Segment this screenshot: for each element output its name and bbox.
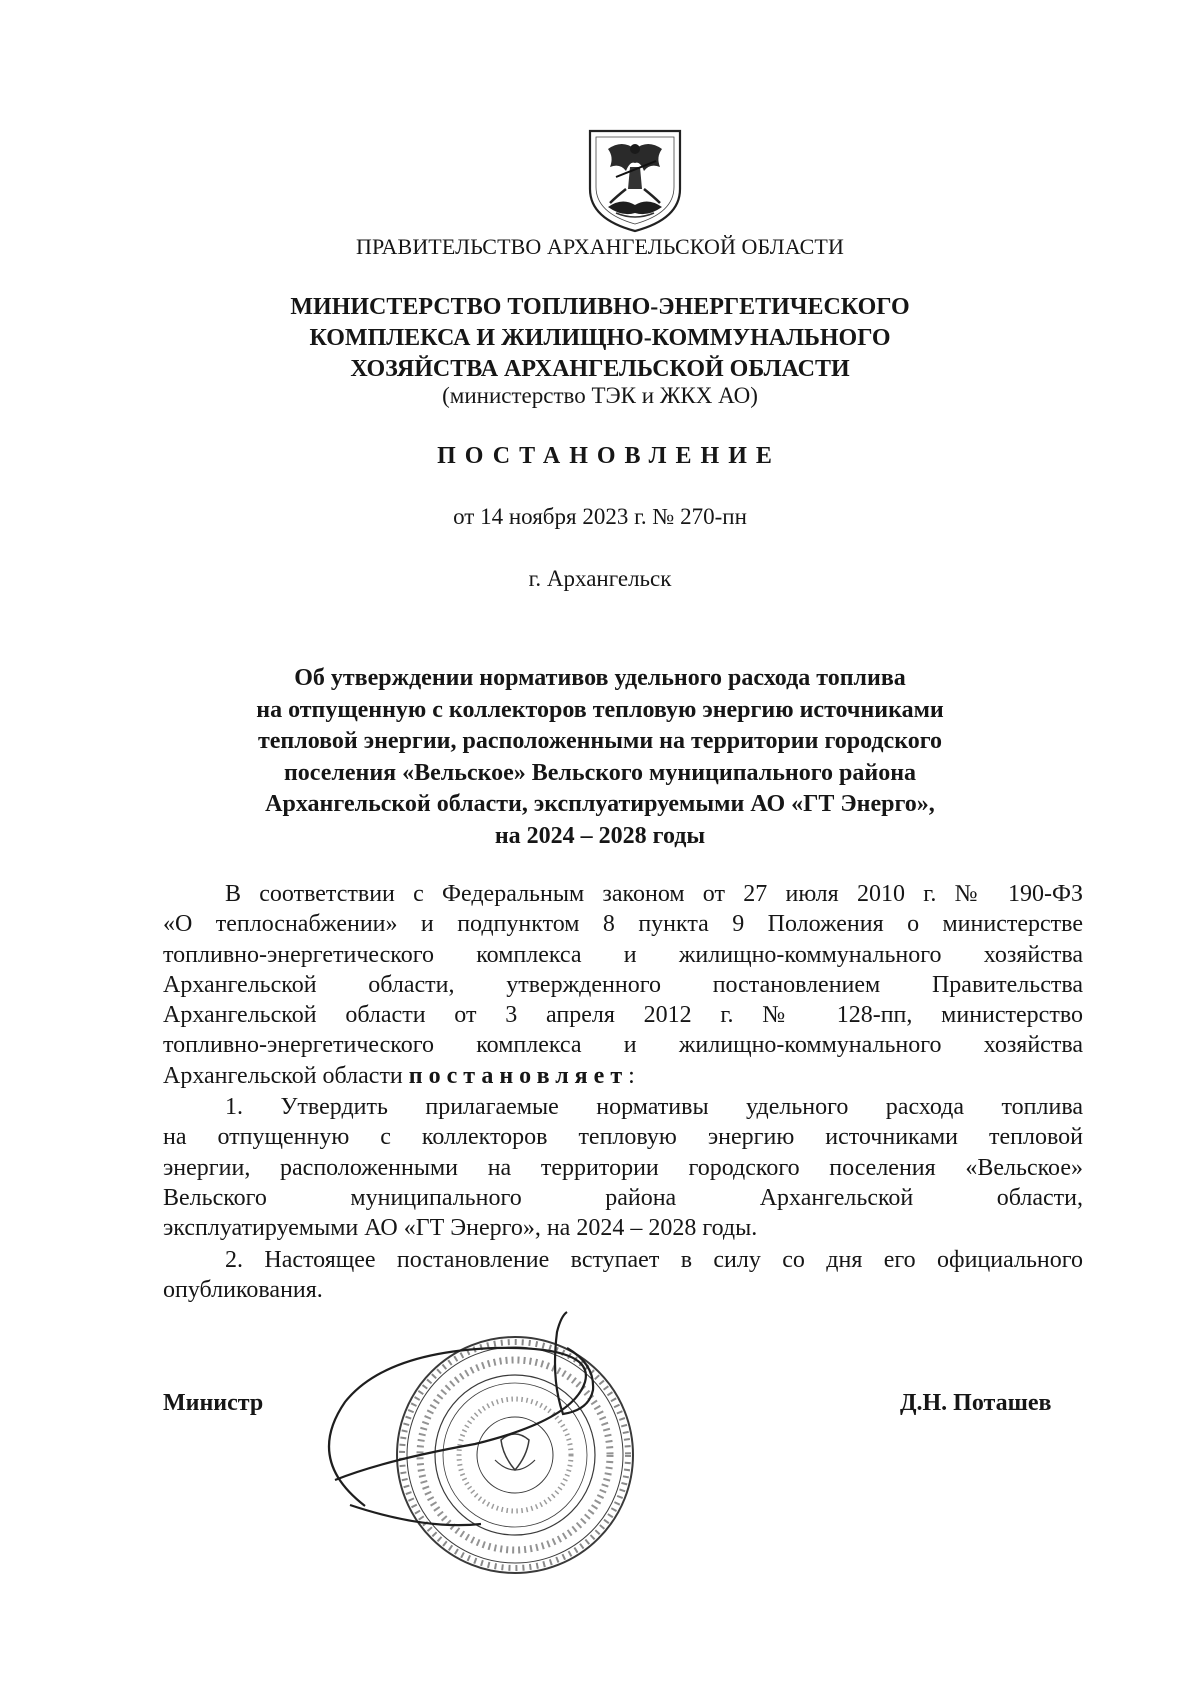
paragraph-line: Архангельской области от 3 апреля 2012 г. № 128-пп, министерство [163, 1002, 1083, 1029]
preamble-last-text: Архангельской области [163, 1062, 403, 1089]
paragraph-line: Вельского муниципального района Архангельской области, [163, 1184, 1083, 1211]
paragraph-line: на отпущенную с коллекторов тепловую энергию источниками тепловой [163, 1124, 1083, 1151]
paragraph-line: «О теплоснабжении» и подпунктом 8 пункта 9 Положения о министерстве [163, 911, 1083, 938]
document-subject [0, 663, 1200, 852]
item-2-paragraph [163, 1245, 1083, 1306]
document-date-number: от 14 ноября 2023 г. № 270-пн [453, 504, 747, 529]
document-type-title: ПОСТАНОВЛЕНИЕ [437, 443, 781, 469]
ministry-short-name: (министерство ТЭК и ЖКХ АО) [442, 383, 758, 408]
preamble-paragraph [163, 879, 1083, 1091]
subject-line: Об утверждении нормативов удельного расхода топлива [294, 665, 906, 691]
paragraph-line: эксплуатируемыми АО «ГТ Энерго», на 2024 – 2028 годы. [163, 1215, 758, 1242]
subject-line: на 2024 – 2028 годы [494, 822, 706, 849]
signatory-name: Д.Н. Поташев [900, 1390, 1052, 1416]
resolves-word: постановляет [408, 1062, 629, 1089]
paragraph-line: энергии, расположенными на территории городского поселения «Вельское» [163, 1154, 1083, 1181]
ministry-name [0, 292, 1200, 385]
paragraph-line: топливно-энергетического комплекса и жилищно-коммунального хозяйства [163, 1032, 1083, 1059]
subject-line: тепловой энергии, расположенными на территории городского [257, 728, 943, 754]
paragraph-line [163, 1061, 1083, 1091]
government-name: ПРАВИТЕЛЬСТВО АРХАНГЕЛЬСКОЙ ОБЛАСТИ [356, 234, 844, 259]
ministry-name-line: ХОЗЯЙСТВА АРХАНГЕЛЬСКОЙ ОБЛАСТИ [350, 356, 850, 382]
subject-line: Архангельской области, эксплуатируемыми АО «ГТ Энерго», [265, 791, 935, 817]
paragraph-line: опубликования. [163, 1277, 323, 1304]
signatory-title: Министр [163, 1390, 264, 1416]
document-city: г. Архангельск [528, 566, 672, 591]
paragraph-line: Архангельской области, утвержденного постановлением Правительства [163, 971, 1083, 998]
paragraph-line: В соответствии с Федеральным законом от 27 июля 2010 г. № 190-ФЗ [225, 881, 1083, 907]
subject-line: поселения «Вельское» Вельского муниципального района [283, 759, 917, 786]
official-seal-icon [305, 1310, 705, 1580]
paragraph-line: 2. Настоящее постановление вступает в силу со дня его официального [225, 1247, 1083, 1273]
coat-of-arms-icon [586, 127, 684, 235]
paragraph-line: 1. Утвердить прилагаемые нормативы удельного расхода топлива [225, 1094, 1083, 1120]
subject-line: на отпущенную с коллекторов тепловую энергию источниками [256, 696, 944, 723]
ministry-name-line: КОМПЛЕКСА И ЖИЛИЩНО-КОММУНАЛЬНОГО [309, 325, 891, 351]
item-1-paragraph [163, 1092, 1083, 1243]
paragraph-line: топливно-энергетического комплекса и жилищно-коммунального хозяйства [163, 941, 1083, 968]
resolves-colon: : [628, 1062, 635, 1089]
ministry-name-line: МИНИСТЕРСТВО ТОПЛИВНО-ЭНЕРГЕТИЧЕСКОГО [290, 294, 910, 320]
